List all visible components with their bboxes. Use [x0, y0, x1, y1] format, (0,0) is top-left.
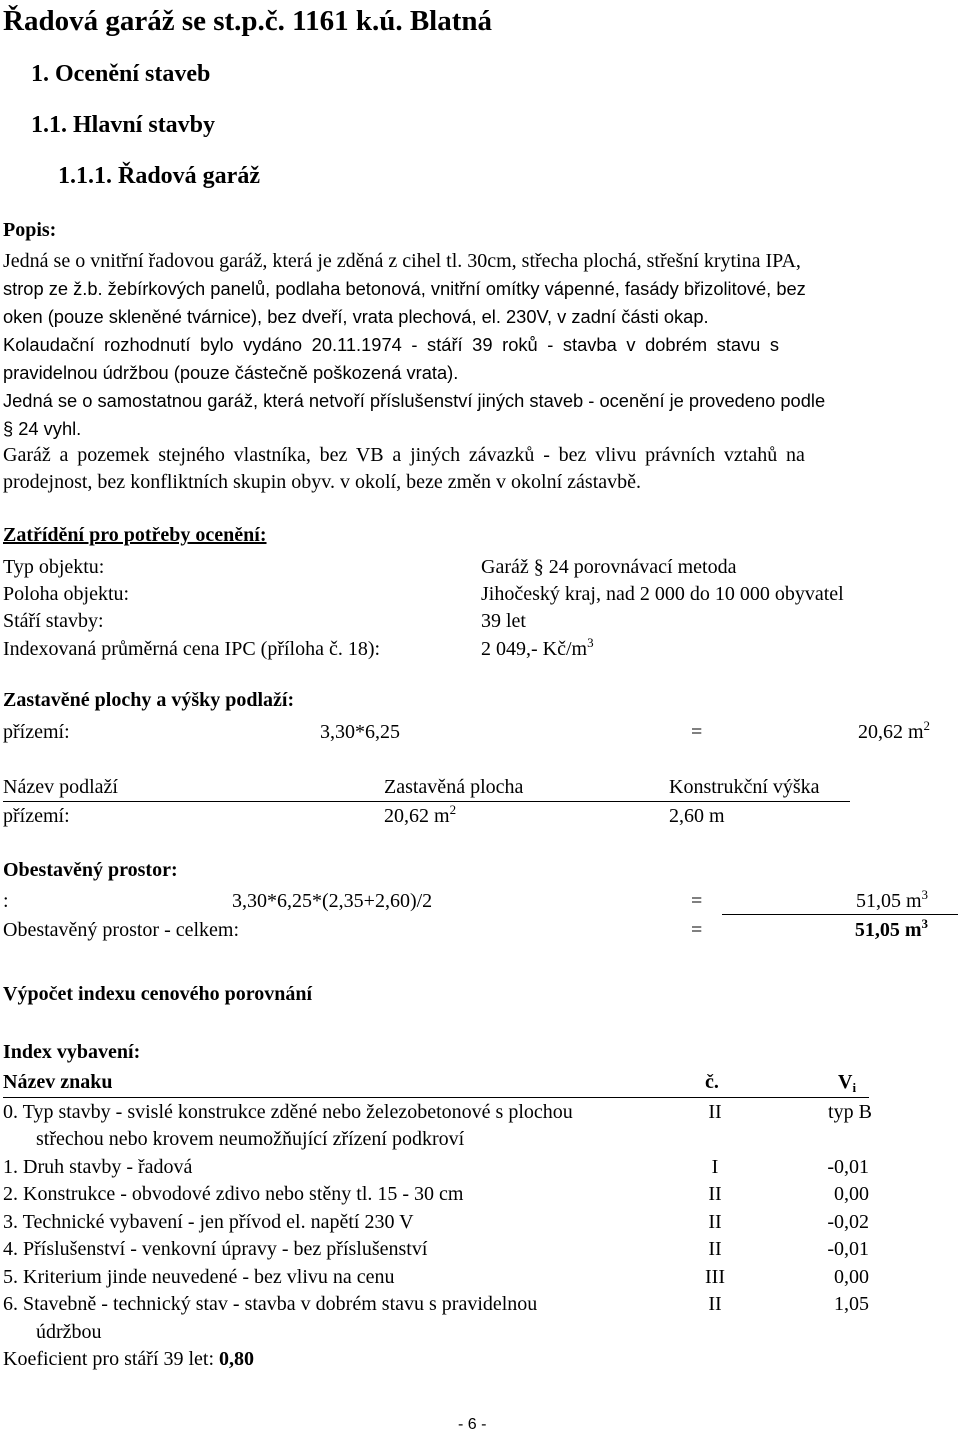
prostor-total-label: Obestavěný prostor - celkem:: [3, 919, 240, 941]
popis-line-2: strop ze ž.b. žebírkových panelů, podlaha betonová, vnitřní omítky vápenné, fasády břizolitové, bez: [3, 278, 806, 299]
zatrideni-stari-value: 39 let: [481, 610, 526, 632]
prostor-heading: Obestavěný prostor:: [3, 859, 178, 881]
popis-line-9: prodejnost, bez konfliktních skupin obyv. v okolí, beze změn v okolní zástavbě.: [3, 471, 642, 493]
zatrideni-ipc-label: Indexovaná průměrná cena IPC (příloha č. 18):: [3, 638, 381, 660]
popis-line-3: oken (pouze skleněné tvárnice), bez dveří, vrata plechová, el. 230V, v zadní části okap.: [3, 306, 709, 327]
popis-line-8: Garáž a pozemek stejného vlastníka, bez VB a jiných závazků - bez vlivu právních vztahů na: [3, 444, 805, 466]
plochy-table-area: 20,62 $m^2$: [384, 802, 457, 827]
index-row-5-c: III: [705, 1266, 725, 1288]
index-row-5-label: 5. Kriterium jinde neuvedené - bez vlivu na cenu: [3, 1266, 395, 1288]
index-row-0-c: II: [708, 1101, 722, 1123]
popis-line-5: pravidelnou údržbou (pouze částečně poškozená vrata).: [3, 362, 459, 383]
zatrideni-poloha-value: Jihočeský kraj, nad 2 000 do 10 000 obyvatel: [481, 583, 844, 605]
index-row-4-label: 4. Příslušenství - venkovní úpravy - bez příslušenství: [3, 1238, 428, 1260]
plochy-col-plocha: Zastavěná plocha: [384, 776, 524, 798]
plochy-heading: Zastavěné plochy a výšky podlaží:: [3, 689, 295, 711]
index-row-3-c: II: [708, 1211, 722, 1233]
index-col-nazev: Název znaku: [3, 1071, 113, 1093]
zatrideni-ipc-value: 2 049,- $Kč/m^3$: [481, 635, 594, 660]
popis-line-7: § 24 vyhl.: [3, 418, 82, 439]
index-row-6-c: II: [708, 1293, 722, 1315]
plochy-table-divider: [3, 801, 850, 802]
index-row-3-label: 3. Technické vybavení - jen přívod el. napětí 230 V: [3, 1211, 414, 1233]
heading-hlavni-stavby: 1.1. Hlavní stavby: [31, 112, 216, 138]
index-row-0-line-2: střechou nebo krovem neumožňující zřízení podkroví: [36, 1128, 465, 1150]
vypocet-heading: Výpočet indexu cenového porovnání: [3, 983, 313, 1005]
index-row-0-v: typ B: [828, 1101, 872, 1123]
index-row-2-v: 0,00: [834, 1183, 869, 1205]
heading-oceneni-staveb: 1. Ocenění staveb: [31, 61, 211, 87]
index-row-4-v: -0,01: [827, 1238, 869, 1260]
popis-line-6: Jedná se o samostatnou garáž, která netvoří příslušenství jiných staveb - ocenění je provedeno podle: [3, 390, 826, 411]
index-row-1-c: I: [711, 1156, 719, 1178]
page-number: - 6 -: [458, 1416, 487, 1433]
zatrideni-stari-label: Stáří stavby:: [3, 610, 104, 632]
prostor-row-eq: =: [691, 890, 703, 912]
plochy-row-formula: 3,30*6,25: [320, 721, 400, 743]
prostor-row-label: :: [3, 890, 9, 912]
index-table-divider: [3, 1097, 869, 1098]
plochy-row-value: 20,62 $m^2$: [857, 718, 930, 743]
plochy-row-label: přízemí:: [3, 721, 70, 743]
index-row-6-line-2: údržbou: [36, 1321, 102, 1343]
heading-radova-garaz: 1.1.1. Řadová garáž: [58, 163, 260, 189]
page-title: Řadová garáž se st.p.č. 1161 k.ú. Blatná: [3, 5, 493, 37]
index-row-1-label: 1. Druh stavby - řadová: [3, 1156, 193, 1178]
zatrideni-poloha-label: Poloha objektu:: [3, 583, 130, 605]
index-row-0-line-1: 0. Typ stavby - svislé konstrukce zděné nebo železobetonové s plochou: [3, 1101, 573, 1123]
prostor-row-value: 51,05 $m^3$: [855, 887, 928, 912]
popis-line-1: Jedná se o vnitřní řadovou garáž, která je zděná z cihel tl. 30cm, střecha plochá, střešní krytina IPA,: [3, 250, 801, 272]
koeficient-stari: Koeficient pro stáří 39 let: 0,80: [3, 1348, 255, 1370]
prostor-sum-line: [722, 914, 958, 915]
index-row-1-v: -0,01: [827, 1156, 869, 1178]
index-row-2-c: II: [708, 1183, 722, 1205]
plochy-table-height: 2,60 m: [669, 805, 725, 827]
index-heading: Index vybavení:: [3, 1041, 141, 1063]
zatrideni-heading: Zatřídění pro potřeby ocenění:: [3, 524, 267, 546]
index-row-4-c: II: [708, 1238, 722, 1260]
plochy-table-name: přízemí:: [3, 805, 70, 827]
index-row-6-v: 1,05: [834, 1293, 869, 1315]
zatrideni-typ-value: Garáž § 24 porovnávací metoda: [481, 556, 737, 578]
prostor-total-value: 51,05 $m^3$: [854, 916, 928, 941]
popis-line-4: Kolaudační rozhodnutí bylo vydáno 20.11.1974 - stáří 39 roků - stavba v dobrém stavu s: [3, 334, 780, 355]
plochy-col-vyska: Konstrukční výška: [669, 776, 820, 798]
popis-label: Popis:: [3, 219, 57, 241]
plochy-row-eq: =: [691, 721, 703, 743]
index-row-3-v: -0,02: [827, 1211, 869, 1233]
index-col-c: č.: [705, 1071, 719, 1093]
index-row-6-line-1: 6. Stavebně - technický stav - stavba v dobrém stavu s pravidelnou: [3, 1293, 538, 1315]
index-col-v: $V_i$: [838, 1071, 857, 1095]
zatrideni-typ-label: Typ objektu:: [3, 556, 105, 578]
index-row-2-label: 2. Konstrukce - obvodové zdivo nebo stěny tl. 15 - 30 cm: [3, 1183, 464, 1205]
plochy-col-nazev: Název podlaží: [3, 776, 118, 798]
index-row-5-v: 0,00: [834, 1266, 869, 1288]
prostor-total-eq: =: [691, 919, 703, 941]
prostor-row-formula: 3,30*6,25*(2,35+2,60)/2: [232, 890, 433, 912]
